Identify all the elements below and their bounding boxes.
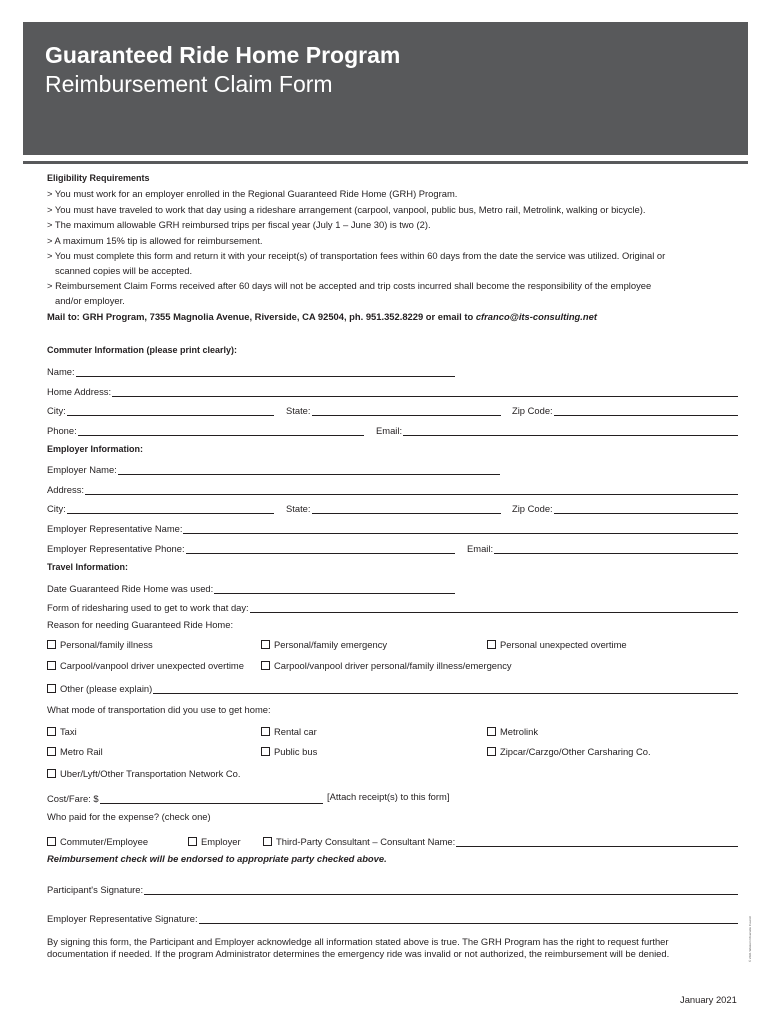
field-label: City: [47, 503, 66, 514]
field-label: City: [47, 405, 66, 416]
checkbox-square[interactable] [47, 837, 56, 846]
mode-metro-rail-checkbox[interactable] [47, 745, 103, 758]
checkbox-square[interactable] [261, 661, 270, 670]
reason-personal-overtime-checkbox[interactable] [487, 638, 627, 651]
checkbox-label: Other (please explain) [60, 683, 153, 694]
checkbox-label: Employer [201, 836, 241, 847]
input-line[interactable] [554, 503, 738, 514]
commuter-state-field[interactable] [286, 402, 501, 416]
input-line[interactable] [67, 405, 274, 416]
mode-public-bus-checkbox[interactable] [261, 745, 317, 758]
disclaimer-line: documentation if needed. If the program Administrator determines the emergency ride was invalid or not authorized, the reimbursement will be denied. [47, 948, 670, 959]
checkbox-square[interactable] [47, 661, 56, 670]
input-line[interactable] [554, 405, 738, 416]
input-line[interactable] [456, 837, 738, 847]
employer-zip-field[interactable] [512, 500, 738, 514]
field-label: Phone: [47, 425, 77, 436]
field-label: Email: [376, 425, 403, 436]
reason-label: Reason for needing Guaranteed Ride Home: [47, 619, 234, 630]
reason-other-checkbox[interactable] [47, 682, 738, 695]
input-line[interactable] [76, 366, 455, 377]
checkbox-label: Zipcar/Carzgo/Other Carsharing Co. [500, 746, 651, 757]
checkbox-square[interactable] [261, 727, 270, 736]
input-line[interactable] [118, 464, 500, 475]
field-label: Email: [467, 543, 494, 554]
checkbox-square[interactable] [487, 727, 496, 736]
commuter-zip-field[interactable] [512, 402, 738, 416]
mode-carsharing-checkbox[interactable] [487, 745, 651, 758]
form-subtitle: Reimbursement Claim Form [45, 71, 333, 97]
checkbox-square[interactable] [47, 769, 56, 778]
checkbox-label: Carpool/vanpool driver unexpected overtime [60, 660, 244, 671]
input-line[interactable] [100, 793, 323, 804]
payer-employer-checkbox[interactable] [188, 835, 241, 848]
attach-receipt-note: [Attach receipt(s) to this form] [327, 791, 450, 802]
mode-metrolink-checkbox[interactable] [487, 725, 538, 738]
field-label: Cost/Fare: $ [47, 793, 99, 804]
eligibility-item: > Reimbursement Claim Forms received after 60 days will not be accepted and trip costs incurred shall become the responsibility of the employee [47, 280, 652, 291]
reason-driver-overtime-checkbox[interactable] [47, 659, 244, 672]
header-divider [23, 161, 748, 164]
field-label: State: [286, 503, 311, 514]
checkbox-square[interactable] [487, 747, 496, 756]
employer-rep-phone-field[interactable] [47, 540, 455, 554]
input-line[interactable] [312, 405, 502, 416]
input-line[interactable] [214, 583, 455, 594]
employer-rep-signature-field[interactable] [47, 910, 738, 924]
checkbox-label: Commuter/Employee [60, 836, 149, 847]
checkbox-label: Personal/family illness [60, 639, 153, 650]
field-label: Zip Code: [512, 405, 553, 416]
checkbox-label: Taxi [60, 726, 77, 737]
checkbox-label: Uber/Lyft/Other Transportation Network Co. [60, 768, 241, 779]
input-line[interactable] [183, 523, 738, 534]
checkbox-square[interactable] [47, 640, 56, 649]
form-header [23, 22, 748, 155]
who-paid-label: Who paid for the expense? (check one) [47, 811, 211, 822]
mode-tnc-checkbox[interactable] [47, 767, 240, 780]
field-label: Participant's Signature: [47, 884, 144, 895]
reason-driver-illness-checkbox[interactable] [261, 659, 512, 672]
checkbox-square[interactable] [47, 747, 56, 756]
footer-date: January 2021 [680, 994, 737, 1005]
home-address-field[interactable] [47, 383, 738, 397]
checkbox-square[interactable] [263, 837, 272, 846]
travel-heading: Travel Information: [47, 562, 129, 572]
checkbox-label: Metro Rail [60, 746, 103, 757]
employer-city-field[interactable] [47, 500, 274, 514]
payer-third-party-checkbox[interactable] [263, 835, 738, 848]
field-label: Home Address: [47, 386, 112, 397]
commuter-name-field[interactable] [47, 363, 455, 377]
field-label: State: [286, 405, 311, 416]
checkbox-square[interactable] [487, 640, 496, 649]
employer-rep-name-field[interactable] [47, 520, 738, 534]
eligibility-heading: Eligibility Requirements [47, 173, 150, 183]
mail-to-text: Mail to: GRH Program, 7355 Magnolia Avenue, Riverside, CA 92504, ph. 951.352.8229 or email to [47, 311, 476, 322]
reason-personal-illness-checkbox[interactable] [47, 638, 153, 651]
checkbox-square[interactable] [47, 727, 56, 736]
signature-line[interactable] [199, 913, 738, 924]
employer-heading: Employer Information: [47, 444, 144, 454]
checkbox-square[interactable] [261, 747, 270, 756]
mode-rental-car-checkbox[interactable] [261, 725, 317, 738]
employer-email-field[interactable] [467, 540, 738, 554]
commuter-phone-field[interactable] [47, 422, 364, 436]
field-label: Name: [47, 366, 75, 377]
eligibility-item: scanned copies will be accepted. [55, 265, 193, 276]
cost-fare-field[interactable] [47, 790, 323, 804]
field-label: Address: [47, 484, 84, 495]
checkbox-square[interactable] [47, 684, 56, 693]
checkbox-label: Personal unexpected overtime [500, 639, 627, 650]
input-line[interactable] [153, 684, 738, 694]
commuter-email-field[interactable] [376, 422, 738, 436]
mail-to-line [47, 311, 597, 323]
participant-signature-field[interactable] [47, 881, 738, 895]
input-line[interactable] [312, 503, 502, 514]
field-label: Employer Representative Signature: [47, 913, 198, 924]
employer-state-field[interactable] [286, 500, 501, 514]
input-line[interactable] [494, 543, 738, 554]
field-label: Form of ridesharing used to get to work that day: [47, 602, 249, 613]
employer-name-field[interactable] [47, 461, 500, 475]
checkbox-square[interactable] [261, 640, 270, 649]
eligibility-item: and/or employer. [55, 295, 125, 306]
input-line[interactable] [78, 425, 364, 436]
ridesharing-form-field[interactable] [47, 599, 738, 613]
checkbox-label: Rental car [274, 726, 317, 737]
eligibility-item: > A maximum 15% tip is allowed for reimbursement. [47, 235, 263, 246]
checkbox-label: Third-Party Consultant – Consultant Name: [276, 836, 456, 847]
field-label: Employer Representative Name: [47, 523, 183, 534]
checkbox-label: Public bus [274, 746, 318, 757]
eligibility-item: > The maximum allowable GRH reimbursed trips per fiscal year (July 1 – June 30) is two (2). [47, 219, 431, 230]
commuter-heading: Commuter Information (please print clearly): [47, 345, 238, 355]
eligibility-item: > You must have traveled to work that day using a rideshare arrangement (carpool, vanpool, public bus, Metro rail, Metrolink, walking or bicycle). [47, 204, 646, 215]
checkbox-label: Personal/family emergency [274, 639, 388, 650]
field-label: Employer Representative Phone: [47, 543, 185, 554]
employer-address-field[interactable] [47, 481, 738, 495]
reason-personal-emergency-checkbox[interactable] [261, 638, 387, 651]
disclaimer-line: By signing this form, the Participant and Employer acknowledge all information stated above is true. The GRH Program has the right to request further [47, 936, 669, 947]
field-label: Employer Name: [47, 464, 117, 475]
input-line[interactable] [85, 484, 738, 495]
checkbox-label: Carpool/vanpool driver personal/family illness/emergency [274, 660, 512, 671]
field-label: Zip Code: [512, 503, 553, 514]
input-line[interactable] [112, 386, 738, 397]
eligibility-item: > You must work for an employer enrolled in the Regional Guaranteed Ride Home (GRH) Program. [47, 188, 458, 199]
mode-label: What mode of transportation did you use to get home: [47, 704, 271, 715]
checkbox-label: Metrolink [500, 726, 539, 737]
payer-commuter-checkbox[interactable] [47, 835, 148, 848]
mail-email-link[interactable]: cfranco@its-consulting.net [475, 311, 597, 322]
input-line[interactable] [250, 602, 738, 613]
signature-line[interactable] [144, 884, 738, 895]
input-line[interactable] [403, 425, 738, 436]
input-line[interactable] [186, 543, 455, 554]
mode-taxi-checkbox[interactable] [47, 725, 77, 738]
input-line[interactable] [67, 503, 274, 514]
field-label: Date Guaranteed Ride Home was used: [47, 583, 214, 594]
commuter-city-field[interactable] [47, 402, 274, 416]
eligibility-item: > You must complete this form and return it with your receipt(s) of transportation fees within 60 days from the date the service was utilized. Original or [47, 250, 666, 261]
checkbox-square[interactable] [188, 837, 197, 846]
form-title: Guaranteed Ride Home Program [45, 42, 401, 68]
side-code-text: © 2021 Western Riverside Council [748, 916, 752, 962]
date-used-field[interactable] [47, 580, 455, 594]
endorse-note: Reimbursement check will be endorsed to appropriate party checked above. [47, 853, 387, 864]
